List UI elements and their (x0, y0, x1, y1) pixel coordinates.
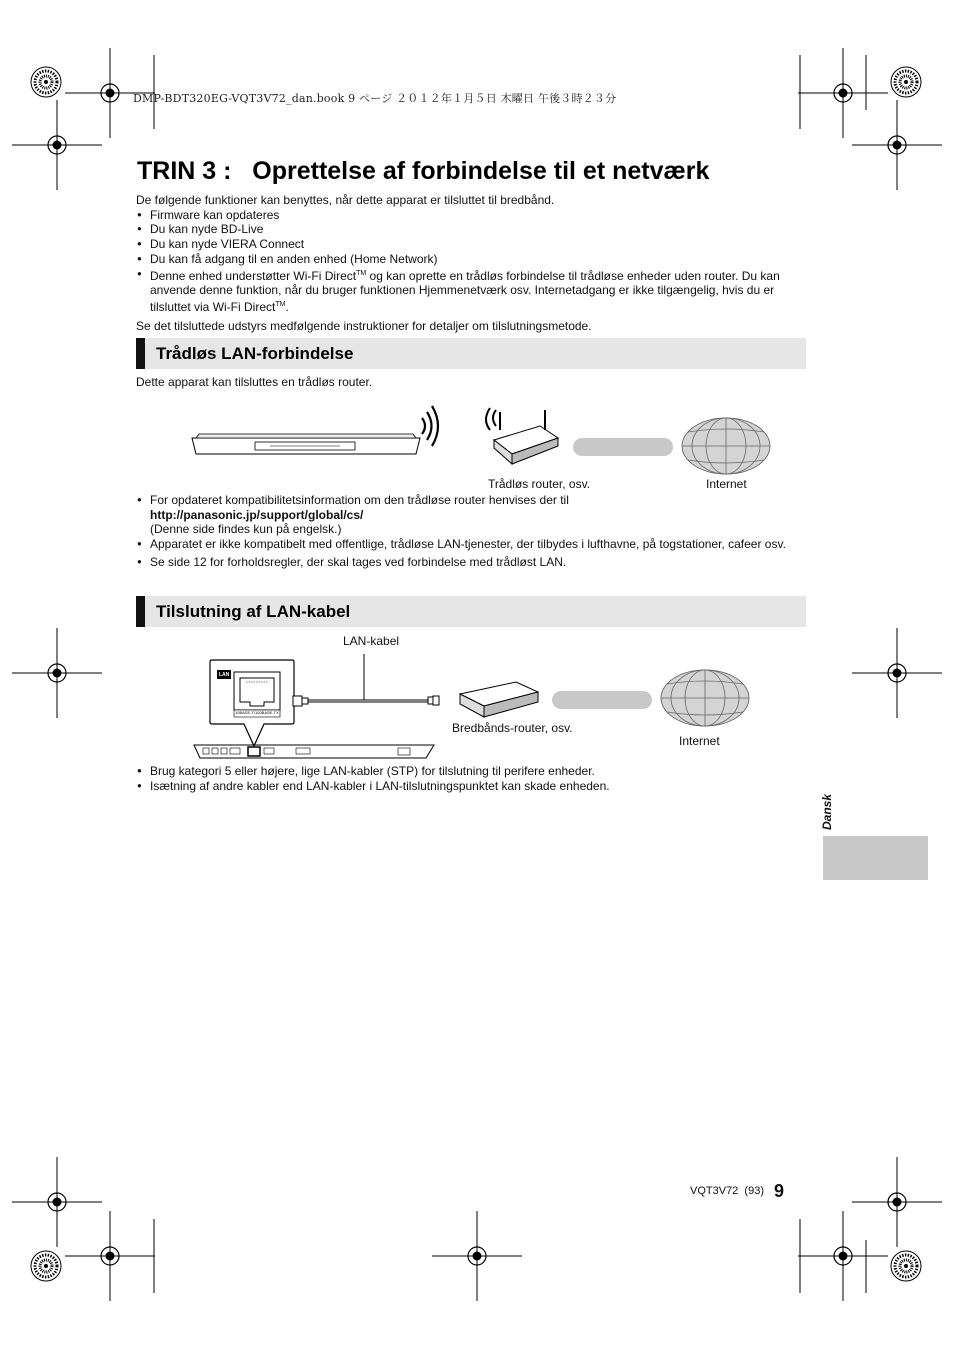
bluray-player-illustration (192, 434, 420, 454)
crop-mark-lower-left (12, 1157, 102, 1247)
starburst-top-left (31, 67, 61, 97)
english-only-note: (Denne side findes kun på engelsk.) (150, 522, 342, 537)
wired-internet-label: Internet (679, 734, 720, 748)
lan-cable-label: LAN-kabel (343, 634, 400, 648)
list-item: ● Du kan få adgang til en anden enhed (Home Network) (136, 252, 806, 267)
feature-list (136, 208, 806, 315)
broadband-router-label: Bredbånds-router, osv. (452, 721, 573, 735)
wireless-router-illustration (486, 408, 558, 464)
wired-notes (136, 764, 806, 793)
footer-code: VQT3V72 (93) (690, 1185, 764, 1197)
internet-globe-icon (682, 418, 770, 474)
list-item: ● Du kan nyde VIERA Connect (136, 237, 806, 252)
section-marker (136, 338, 145, 369)
list-item: ● Brug kategori 5 eller højere, lige LAN-kabler (STP) for tilslutning til perifere enheder. (136, 764, 806, 779)
wired-diagram (0, 650, 954, 760)
support-link[interactable]: http://panasonic.jp/support/global/cs/ (150, 507, 364, 522)
list-item: ● Firmware kan opdateres (136, 208, 806, 223)
compatibility-text: ● For opdateret kompatibilitetsinformation om den trådløse router henvises der til (150, 493, 569, 507)
language-tab (823, 836, 928, 880)
trademark: TM (356, 269, 367, 277)
crop-mark-lower-right (852, 1157, 942, 1247)
crop-mark-bottom-right (798, 1211, 888, 1301)
wifi-direct-text-1: Denne enhed understøtter Wi-Fi Direct (150, 268, 357, 283)
wifi-signal-icon (422, 406, 438, 446)
wireless-router-label: Trådløs router, osv. (488, 477, 591, 491)
list-item: ● Apparatet er ikke kompatibelt med offentlige, trådløse LAN-tjenester, der tilbydes i lufthavne, på togstationer, cafeer osv. (136, 537, 806, 552)
wireless-lead: Dette apparat kan tilsluttes en trådløs router. (136, 375, 373, 389)
connection-pill (573, 438, 673, 456)
page-number: 9 (774, 1181, 785, 1201)
section-marker (136, 596, 145, 627)
wifi-direct-item (136, 267, 806, 315)
lan-port-label: LAN (219, 672, 230, 678)
section-header-wired (136, 596, 806, 627)
crop-mark-top-right (798, 48, 888, 138)
broadband-router-illustration (460, 682, 538, 717)
instructions-note: Se det tilsluttede udstyrs medfølgende instruktioner for detaljer om tilslutningsmetode. (136, 318, 592, 333)
intro-section (136, 193, 806, 333)
wireless-diagram (0, 390, 954, 510)
crop-mark-bottom-center (432, 1211, 522, 1301)
intro-lead: De følgende funktioner kan benyttes, når dette apparat er tilsluttet til bredbånd. (136, 193, 555, 207)
crop-mark-upper-right (852, 100, 942, 190)
wireless-notes (136, 493, 806, 570)
wifi-direct-text-3: . (285, 299, 289, 314)
trademark: TM (275, 300, 286, 308)
wifi-direct-text-2: og kan oprette en trådløs forbindelse til trådløse enheder uden router. Du kan anvende denne funktion, når du bruger funktionen Hjemmenetværk osv. Internetadgang er ikke tilgængelig, hvis du er tilsluttet via Wi-Fi Direct (150, 268, 780, 314)
list-item: ● Du kan nyde BD-Live (136, 222, 806, 237)
list-item: ● Se side 12 for forholdsregler, der skal tages ved forbindelse med trådløst LAN. (136, 555, 806, 570)
list-item (136, 493, 806, 537)
lan-cable-illustration (293, 654, 439, 706)
section-title: Trådløs LAN-forbindelse (156, 344, 354, 363)
page-title: TRIN 3 : Oprettelse af forbindelse til et netværk (137, 157, 710, 185)
section-title: Tilslutning af LAN-kabel (156, 602, 351, 621)
print-file-info: DMP-BDT320EG-VQT3V72_dan.book 9 ページ ２０１２年１月５日 木曜日 午後３時２３分 (133, 92, 617, 105)
section-header-wireless (136, 338, 806, 369)
internet-globe-icon (661, 670, 749, 726)
list-item: ● Isætning af andre kabler end LAN-kabler i LAN-tilslutningspunktet kan skade enheden. (136, 779, 806, 794)
lan-port-spec: 10BASE-T/100BASE-TX (235, 710, 279, 715)
player-rear-panel-illustration (194, 745, 434, 758)
wireless-internet-label: Internet (706, 477, 747, 491)
crop-mark-bottom-left (65, 1211, 155, 1301)
crop-mark-upper-left (12, 100, 102, 190)
starburst-top-right (891, 67, 921, 97)
language-tab-label: Dansk (820, 793, 834, 830)
starburst-bottom-left (31, 1251, 61, 1281)
starburst-bottom-right (891, 1251, 921, 1281)
connection-pill (552, 691, 652, 709)
